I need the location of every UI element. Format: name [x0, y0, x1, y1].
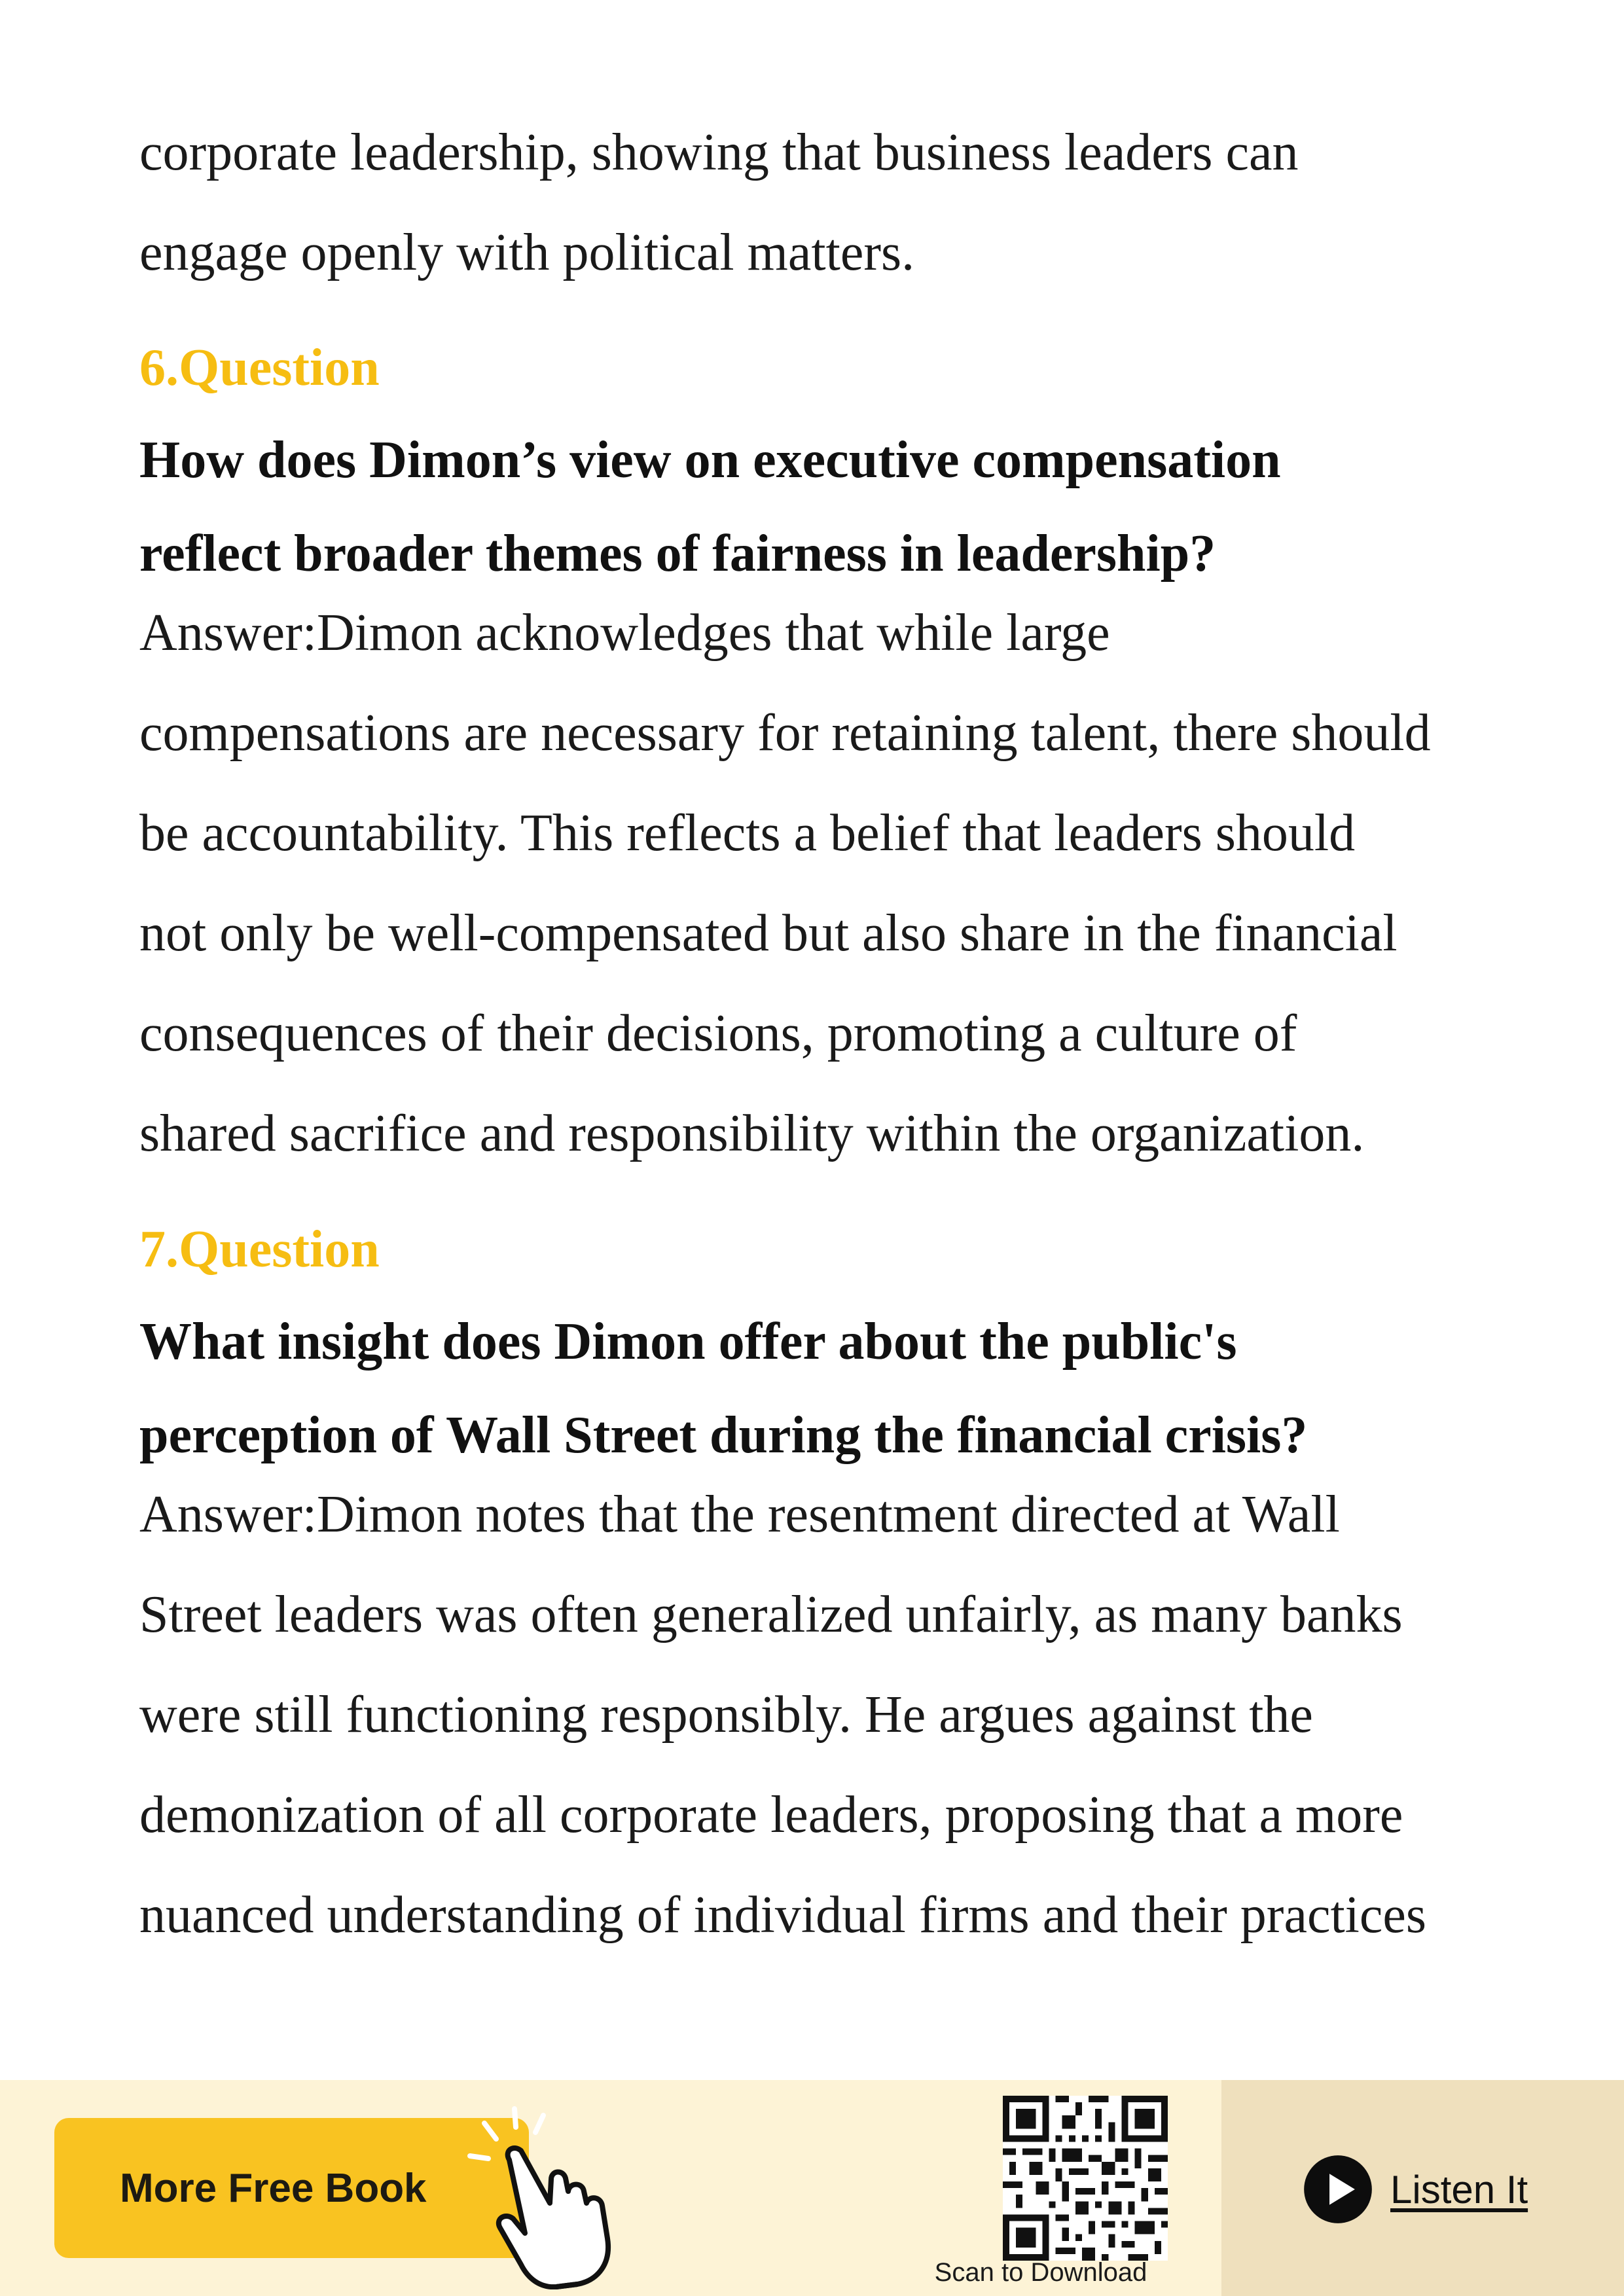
answer-7-line: Answer:Dimon notes that the resentment directed at Wall [139, 1486, 1340, 1543]
more-free-book-button[interactable]: More Free Book [54, 2118, 529, 2258]
scan-to-download-label: Scan to Download [934, 2258, 1147, 2287]
answer-7-line: Street leaders was often generalized unfairly, as many banks [139, 1586, 1403, 1643]
listen-it-label[interactable]: Listen It [1390, 2167, 1528, 2212]
answer-6-line: not only be well-compensated but also share in the financial [139, 905, 1398, 962]
play-icon [1303, 2154, 1373, 2225]
question-6-heading: 6.Question [139, 339, 380, 397]
listen-it-link[interactable] [1303, 2153, 1528, 2225]
footer-bar [0, 2080, 1624, 2296]
answer-7-line: nuanced understanding of individual firms and their practices [139, 1886, 1427, 1944]
answer-6-line: compensations are necessary for retaining talent, there should [139, 704, 1431, 762]
question-7-heading: 7.Question [139, 1221, 380, 1278]
answer-6-line: consequences of their decisions, promoting a culture of [139, 1005, 1297, 1062]
question-6-text: How does Dimon’s view on executive compensation [139, 431, 1281, 489]
answer-7-line: demonization of all corporate leaders, proposing that a more [139, 1786, 1403, 1844]
intro-line: corporate leadership, showing that business leaders can [139, 124, 1299, 181]
question-7-text: perception of Wall Street during the financial crisis? [139, 1407, 1308, 1464]
answer-6-line: be accountability. This reflects a belief that leaders should [139, 804, 1356, 862]
question-7-text: What insight does Dimon offer about the public's [139, 1313, 1237, 1371]
question-6-text: reflect broader themes of fairness in leadership? [139, 525, 1216, 583]
intro-line: engage openly with political matters. [139, 224, 915, 281]
footer-left-panel [0, 2080, 1221, 2296]
pointing-hand-icon [458, 2100, 628, 2289]
qr-code-icon [1003, 2096, 1168, 2261]
answer-7-line: were still functioning responsibly. He argues against the [139, 1686, 1313, 1744]
answer-6-line: shared sacrifice and responsibility within the organization. [139, 1105, 1365, 1162]
answer-6-line: Answer:Dimon acknowledges that while large [139, 604, 1110, 662]
